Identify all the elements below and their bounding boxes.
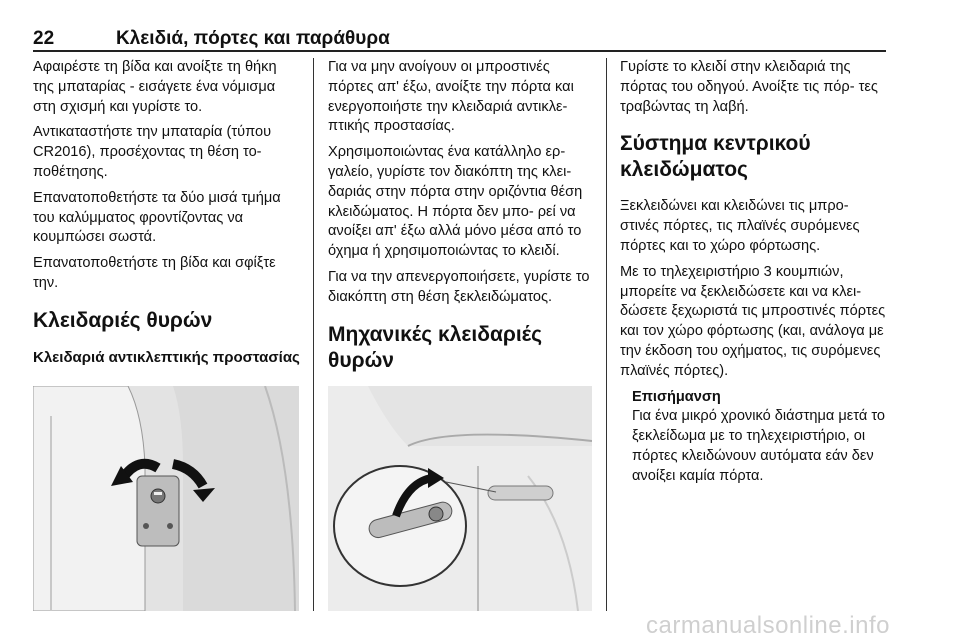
note-box xyxy=(632,388,888,487)
subsection-heading: Κλειδαριά αντικλεπτικής προστασίας xyxy=(33,348,300,366)
column-1 xyxy=(33,58,301,368)
paragraph: Επανατοποθετήστε τη βίδα και σφίξτε την. xyxy=(33,255,276,291)
column-divider xyxy=(606,58,607,611)
section-heading: Κλειδαριές θυρών xyxy=(33,308,213,332)
header-rule xyxy=(33,50,886,52)
column-2 xyxy=(328,58,592,388)
column-3 xyxy=(620,58,888,493)
section-heading: Σύστημα κεντρικού κλειδώματος xyxy=(620,132,811,182)
section-heading: Μηχανικές κλειδαριές θυρών xyxy=(328,322,543,372)
door-lock-illustration xyxy=(328,386,592,611)
column-divider xyxy=(313,58,314,611)
paragraph: Ξεκλειδώνει και κλειδώνει τις μπρο- στινές πόρτες, τις πλαϊνές συρόμενες πόρτες και το χώρο φόρτωσης. xyxy=(620,198,860,254)
running-title: Κλειδιά, πόρτες και παράθυρα xyxy=(116,28,390,49)
watermark: carmanualsonline.info xyxy=(646,612,890,639)
page-number: 22 xyxy=(33,28,55,49)
page-header xyxy=(33,28,886,50)
paragraph: Γυρίστε το κλειδί στην κλειδαριά της πόρτας του οδηγού. Ανοίξτε τις πόρ- τες τραβώντας τη λαβή. xyxy=(620,59,878,115)
paragraph: Για να μην ανοίγουν οι μπροστινές πόρτες απ' έξω, ανοίξτε την πόρτα και ενεργοποιήστε την κλειδαριά αντικλε- πτικής προστασίας. xyxy=(328,59,574,135)
paragraph: Αφαιρέστε τη βίδα και ανοίξτε τη θήκη της μπαταρίας - εισάγετε ένα νόμισμα στη σχισμή και γυρίστε το. xyxy=(33,59,277,115)
child-lock-illustration xyxy=(33,386,299,611)
paragraph: Αντικαταστήστε την μπαταρία (τύπου CR2016), προσέχοντας τη θέση το- ποθέτησης. xyxy=(33,124,272,180)
paragraph: Επανατοποθετήστε τα δύο μισά τμήμα του καλύμματος φροντίζοντας να κουμπώσει σωστά. xyxy=(33,189,281,246)
paragraph: Με το τηλεχειριστήριο 3 κουμπιών, μπορείτε να ξεκλειδώσετε και να κλει- δώσετε ξεχωριστά τις μπροστινές πόρτες και τον χώρο φόρτωσης (και, ανάλογα με την έκδοση του οχήματος, τις συρόμενες πλαϊνές πόρτες). xyxy=(620,263,886,379)
paragraph: Για να την απενεργοποιήσετε, γυρίστε το διακόπτη στη θέση ξεκλειδώματος. xyxy=(328,268,590,305)
paragraph: Χρησιμοποιώντας ένα κατάλληλο ερ- γαλείο, γυρίστε τον διακόπτη της κλει- δαριάς στην πόρτα στην οριζόντια θέση κλειδώματος. Η πόρτα δεν μπο- ρεί να ανοίξει απ' έξω αλλά μόνο μέσα από το όχημα ή χρησιμοποιώντας το κλειδί. xyxy=(328,144,583,260)
note-text: Για ένα μικρό χρονικό διάστημα μετά το ξεκλείδωμα με το τηλεχειριστήριο, οι πόρτες κλειδώνουν αυτόματα εάν δεν ανοίξει καμία πόρτα. xyxy=(632,408,885,484)
note-title: Επισήμανση xyxy=(632,388,721,405)
